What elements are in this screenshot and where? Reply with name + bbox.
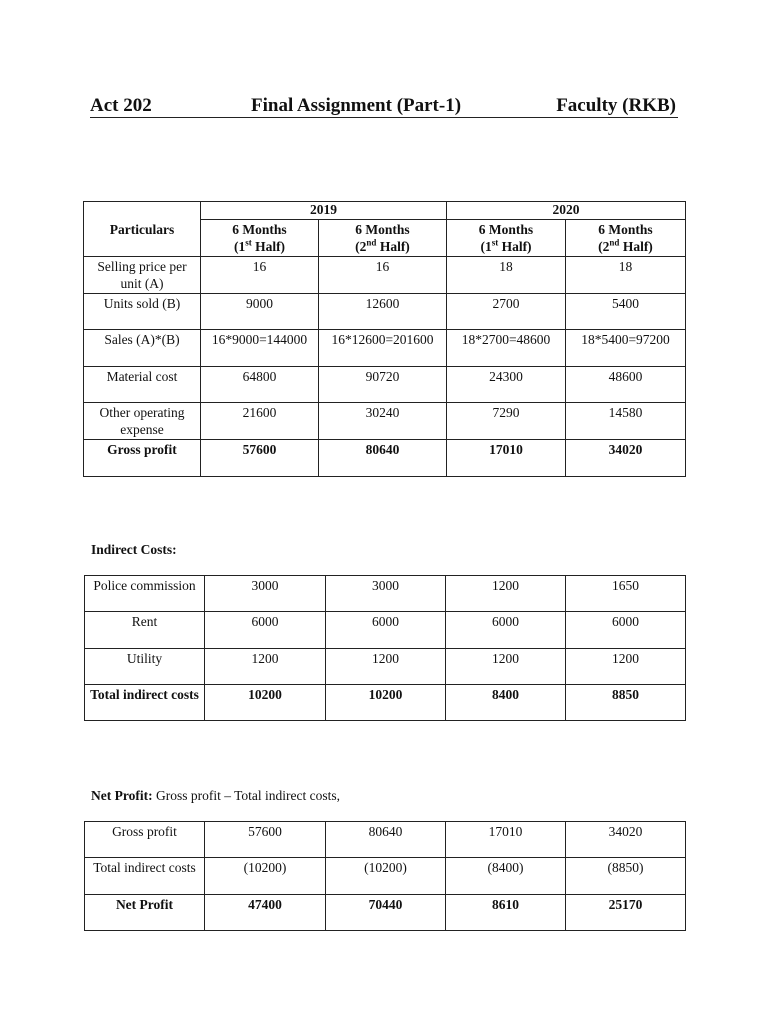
row-label: Net Profit [85, 895, 205, 931]
table-cell: 80640 [326, 822, 446, 858]
table-cell: 14580 [566, 403, 686, 440]
row-label: Total indirect costs [85, 858, 205, 895]
period-header: 6 Months (1st Half) [201, 220, 319, 257]
period-header: 6 Months (1st Half) [447, 220, 566, 257]
row-label: Rent [85, 612, 205, 649]
table-row [84, 403, 686, 440]
table-cell: 1200 [446, 576, 566, 612]
particulars-header: Particulars [84, 202, 201, 257]
table-cell: 80640 [319, 440, 447, 477]
table-cell: 57600 [205, 822, 326, 858]
table-row [85, 576, 686, 612]
table-cell: (8400) [446, 858, 566, 895]
table-cell: 10200 [326, 685, 446, 721]
table-cell: 1200 [205, 649, 326, 685]
table-row [85, 858, 686, 895]
table-cell: 1200 [326, 649, 446, 685]
net-profit-heading-rest: Gross profit – Total indirect costs, [152, 788, 340, 803]
table-cell: 17010 [446, 822, 566, 858]
table-cell: 6000 [446, 612, 566, 649]
net-profit-row [85, 895, 686, 931]
table-cell: 30240 [319, 403, 447, 440]
indirect-costs-heading: Indirect Costs: [91, 542, 177, 557]
table-cell: 34020 [566, 822, 686, 858]
table-cell: 3000 [205, 576, 326, 612]
table-row [84, 330, 686, 367]
table-cell: 1650 [566, 576, 686, 612]
net-profit-heading [91, 788, 340, 804]
table-cell: (10200) [326, 858, 446, 895]
table-cell: 57600 [201, 440, 319, 477]
table-cell: 1200 [566, 649, 686, 685]
table-cell: 90720 [319, 367, 447, 403]
row-label: Other operating expense [84, 403, 201, 440]
period-header: 6 Months (2nd Half) [319, 220, 447, 257]
year-2020-header: 2020 [447, 202, 686, 220]
table-cell: 9000 [201, 294, 319, 330]
document-header [90, 95, 678, 118]
table-cell: 8610 [446, 895, 566, 931]
table-cell: 2700 [447, 294, 566, 330]
table-cell: 7290 [447, 403, 566, 440]
table-row [85, 822, 686, 858]
row-label: Gross profit [85, 822, 205, 858]
table-cell: 8400 [446, 685, 566, 721]
table-cell: 6000 [566, 612, 686, 649]
gross-profit-table [83, 201, 686, 477]
table-cell: 47400 [205, 895, 326, 931]
table-cell: 16 [201, 257, 319, 294]
gross-profit-row [84, 440, 686, 477]
table-cell: 10200 [205, 685, 326, 721]
table-cell: 70440 [326, 895, 446, 931]
table-cell: 18*5400=97200 [566, 330, 686, 367]
table-cell: 18 [447, 257, 566, 294]
table-cell: 5400 [566, 294, 686, 330]
table-cell: 3000 [326, 576, 446, 612]
faculty-label: Faculty (RKB) [556, 95, 676, 116]
table-cell: 6000 [205, 612, 326, 649]
table-cell: 6000 [326, 612, 446, 649]
year-header-row [84, 202, 686, 220]
table-cell: 16 [319, 257, 447, 294]
net-profit-table [84, 821, 686, 931]
assignment-title: Final Assignment (Part-1) [251, 95, 462, 116]
total-indirect-row [85, 685, 686, 721]
table-row [85, 612, 686, 649]
table-cell: 16*9000=144000 [201, 330, 319, 367]
table-cell: 16*12600=201600 [319, 330, 447, 367]
row-label: Sales (A)*(B) [84, 330, 201, 367]
table-row [84, 294, 686, 330]
table-cell: 12600 [319, 294, 447, 330]
table-cell: 18*2700=48600 [447, 330, 566, 367]
table-cell: 25170 [566, 895, 686, 931]
course-code: Act 202 [90, 95, 152, 116]
indirect-costs-table [84, 575, 686, 721]
table-cell: 64800 [201, 367, 319, 403]
period-header: 6 Months (2nd Half) [566, 220, 686, 257]
table-row [84, 367, 686, 403]
row-label: Total indirect costs [85, 685, 205, 721]
row-label: Material cost [84, 367, 201, 403]
table-row [84, 257, 686, 294]
table-cell: 18 [566, 257, 686, 294]
table-cell: (10200) [205, 858, 326, 895]
year-2019-header: 2019 [201, 202, 447, 220]
row-label: Utility [85, 649, 205, 685]
net-profit-heading-bold: Net Profit: [91, 788, 153, 803]
table-cell: 1200 [446, 649, 566, 685]
table-cell: 34020 [566, 440, 686, 477]
table-cell: 17010 [447, 440, 566, 477]
table-row [85, 649, 686, 685]
row-label: Gross profit [84, 440, 201, 477]
table-cell: 21600 [201, 403, 319, 440]
row-label: Units sold (B) [84, 294, 201, 330]
table-cell: (8850) [566, 858, 686, 895]
row-label: Selling price per unit (A) [84, 257, 201, 294]
table-cell: 8850 [566, 685, 686, 721]
table-cell: 24300 [447, 367, 566, 403]
table-cell: 48600 [566, 367, 686, 403]
row-label: Police commission [85, 576, 205, 612]
